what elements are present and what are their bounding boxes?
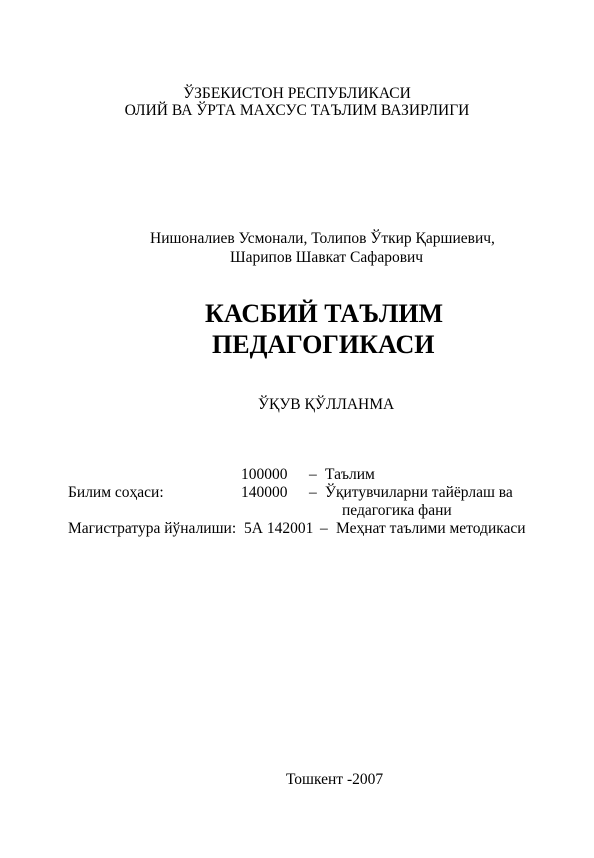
ministry-header-line1: ЎЗБЕКИСТОН РЕСПУБЛИКАСИ <box>183 85 411 102</box>
masters-code: 5А 142001 <box>244 520 314 537</box>
field-code-2: 140000 <box>241 484 288 501</box>
field-name-1: Таълим <box>325 466 375 483</box>
ministry-header-line2: ОЛИЙ ВА ЎРТА МАХСУС ТАЪЛИМ ВАЗИРЛИГИ <box>124 102 470 119</box>
field-dash-2: – <box>309 484 317 501</box>
authors-line2: Шарипов Шавкат Сафарович <box>230 249 424 266</box>
field-dash-1: – <box>309 466 317 483</box>
book-title-line1: КАСБИЙ ТАЪЛИМ <box>205 299 444 328</box>
masters-direction-label: Магистратура йўналиши: <box>68 520 237 537</box>
place-and-year: Тошкент -2007 <box>286 771 384 788</box>
book-type: ЎҚУВ ҚЎЛЛАНМА <box>258 396 395 413</box>
masters-dash: – <box>320 520 328 537</box>
book-title-line2: ПЕДАГОГИКАСИ <box>212 330 435 359</box>
field-name-2-continued: педагогика фани <box>342 502 452 519</box>
field-name-2: Ўқитувчиларни тайёрлаш ва <box>325 484 513 501</box>
masters-name: Меҳнат таълими методикаси <box>336 520 526 537</box>
knowledge-area-label: Билим соҳаси: <box>68 484 164 501</box>
authors-line1: Нишоналиев Усмонали, Толипов Ўткир Қаршиевич, <box>150 230 495 247</box>
field-code-1: 100000 <box>241 466 288 483</box>
